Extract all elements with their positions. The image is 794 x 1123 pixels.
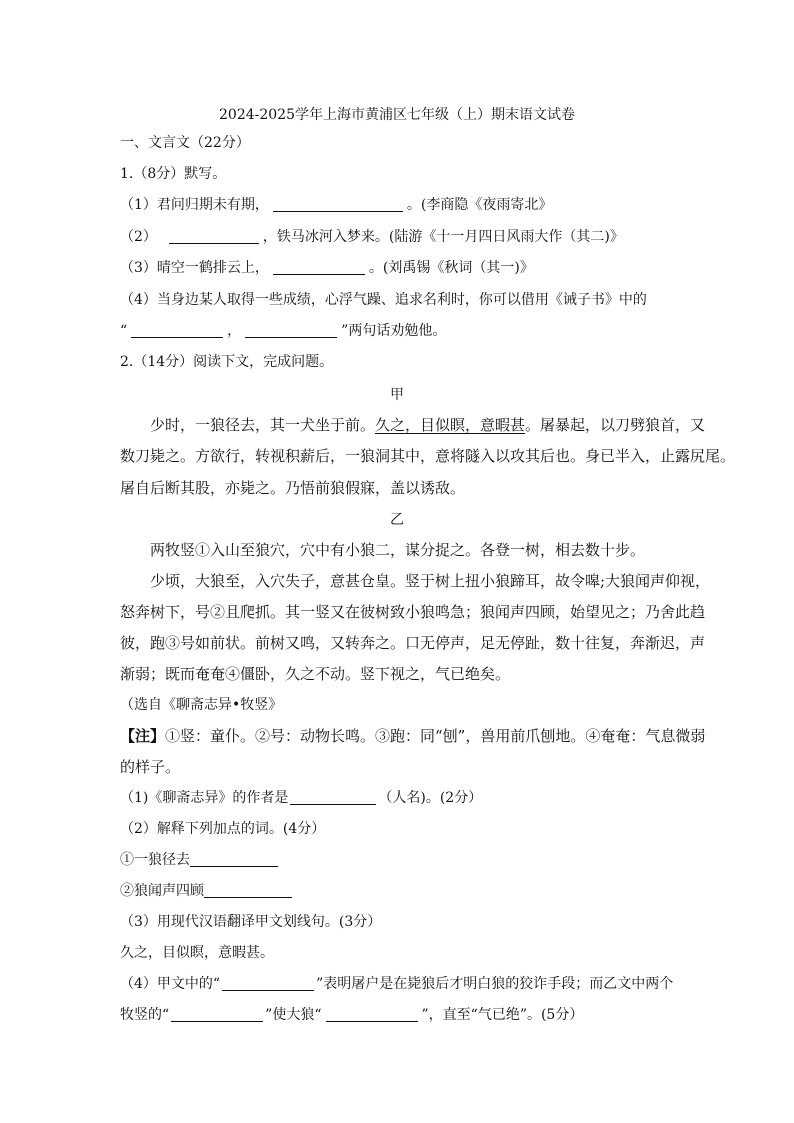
answer-blank[interactable]: [131, 323, 223, 338]
answer-blank[interactable]: [326, 1007, 418, 1022]
section-heading: 一、文言文（22分）: [120, 135, 250, 151]
page-title: 2024-2025学年上海市黄浦区七年级（上）期末语文试卷: [219, 107, 575, 123]
q2-sub-3: （3）用现代汉语翻译甲文划线句。(3分）: [120, 914, 382, 930]
annotation-line-2: 的样子。: [120, 758, 181, 776]
answer-blank[interactable]: [171, 1007, 263, 1022]
passage-jia-line-1: 少时，一狼径去，其一犬坐于前。久之，目似瞑，意暇甚。屠暴起，以刀劈狼首，又: [150, 416, 706, 434]
q1-item-4-line2: “ ， ”两句话劝勉他。: [120, 323, 447, 339]
passage-yi-line-2: 少顷，大狼至，入穴失子，意甚仓皇。竖于树上扭小狼蹄耳，故令嗥;大狼闻声仰视，: [150, 572, 711, 590]
passage-jia-line-3: 屠自后断其股，亦毙之。乃悟前狼假寐，盖以诱敌。: [120, 479, 466, 497]
answer-blank[interactable]: [190, 852, 278, 867]
underlined-sentence: 久之，目似瞑，意暇甚: [375, 416, 526, 434]
q1-item-1: （1）君问归期未有期， 。(李商隐《夜雨寄北》: [120, 197, 553, 213]
q2-sub-2: （2）解释下列加点的词。(4分）: [120, 821, 326, 837]
passage-yi-label: 乙: [390, 512, 404, 528]
q2-sub-4-line1: （4）甲文中的“ ”表明屠户是在毙狼后才明白狼的狡诈手段；而乙文中两个: [120, 976, 674, 992]
q1-item-4-line1: （4）当身边某人取得一些成绩，心浮气躁、追求名利时，你可以借用《诫子书》中的: [120, 292, 647, 308]
answer-blank[interactable]: [273, 260, 365, 275]
answer-blank[interactable]: [290, 790, 376, 805]
q1-item-3: （3）晴空一鹤排云上， 。(刘禹锡《秋词（其一)》: [120, 260, 534, 276]
answer-blank[interactable]: [204, 883, 292, 898]
q2-sub-1: （1)《聊斋志异》的作者是 （人名)。(2分）: [120, 790, 483, 806]
passage-yi-line-3: 怒奔树下，号②且爬抓。其一竖又在彼树致小狼鸣急；狼闻声四顾，始望见之；乃舍此趋: [120, 603, 706, 621]
answer-blank[interactable]: [169, 229, 259, 244]
passage-source: （选自《聊斋志异•牧竖》: [120, 697, 283, 713]
answer-blank[interactable]: [222, 976, 314, 991]
annotation-line-1: 【注】①竖：童仆。②号：动物长鸣。③跑：同“刨”，兽用前爪刨地。④奄奄：气息微弱: [120, 727, 706, 745]
passage-jia-line-2: 数刀毙之。方欲行，转视积薪后，一狼洞其中，意将隧入以攻其后也。身已半入，止露尻尾。: [120, 447, 736, 465]
question-1-heading: 1.（8分）默写。: [120, 166, 227, 182]
q2-sub-2-b: ②狼闻声四顾: [120, 881, 292, 901]
q2-sub-4-line2: 牧竖的“ ”使大狼“ ”，直至“气已绝”。(5分）: [120, 1007, 584, 1023]
q1-item-2: （2） ，铁马冰河入梦来。(陆游《十一月四日风雨大作（其二)》: [120, 229, 624, 245]
passage-yi-line-4: 彼，跑③号如前状。前树又鸣，又转奔之。口无停声，足无停趾，数十往复，奔渐迟，声: [120, 634, 706, 652]
passage-yi-line-5: 渐弱；既而奄奄④僵卧，久之不动。竖下视之，气已绝矣。: [120, 665, 511, 683]
q2-sub-2-a: ①一狼径去: [120, 850, 278, 870]
question-2-heading: 2.（14分）阅读下文，完成问题。: [120, 354, 334, 370]
answer-blank[interactable]: [273, 197, 403, 212]
q2-sub-3-text: 久之，目似瞑，意暇甚。: [120, 945, 274, 961]
passage-yi-line-1: 两牧竖①入山至狼穴，穴中有小狼二，谋分捉之。各登一树，相去数十步。: [150, 541, 646, 559]
passage-jia-label: 甲: [390, 387, 404, 403]
answer-blank[interactable]: [245, 323, 337, 338]
